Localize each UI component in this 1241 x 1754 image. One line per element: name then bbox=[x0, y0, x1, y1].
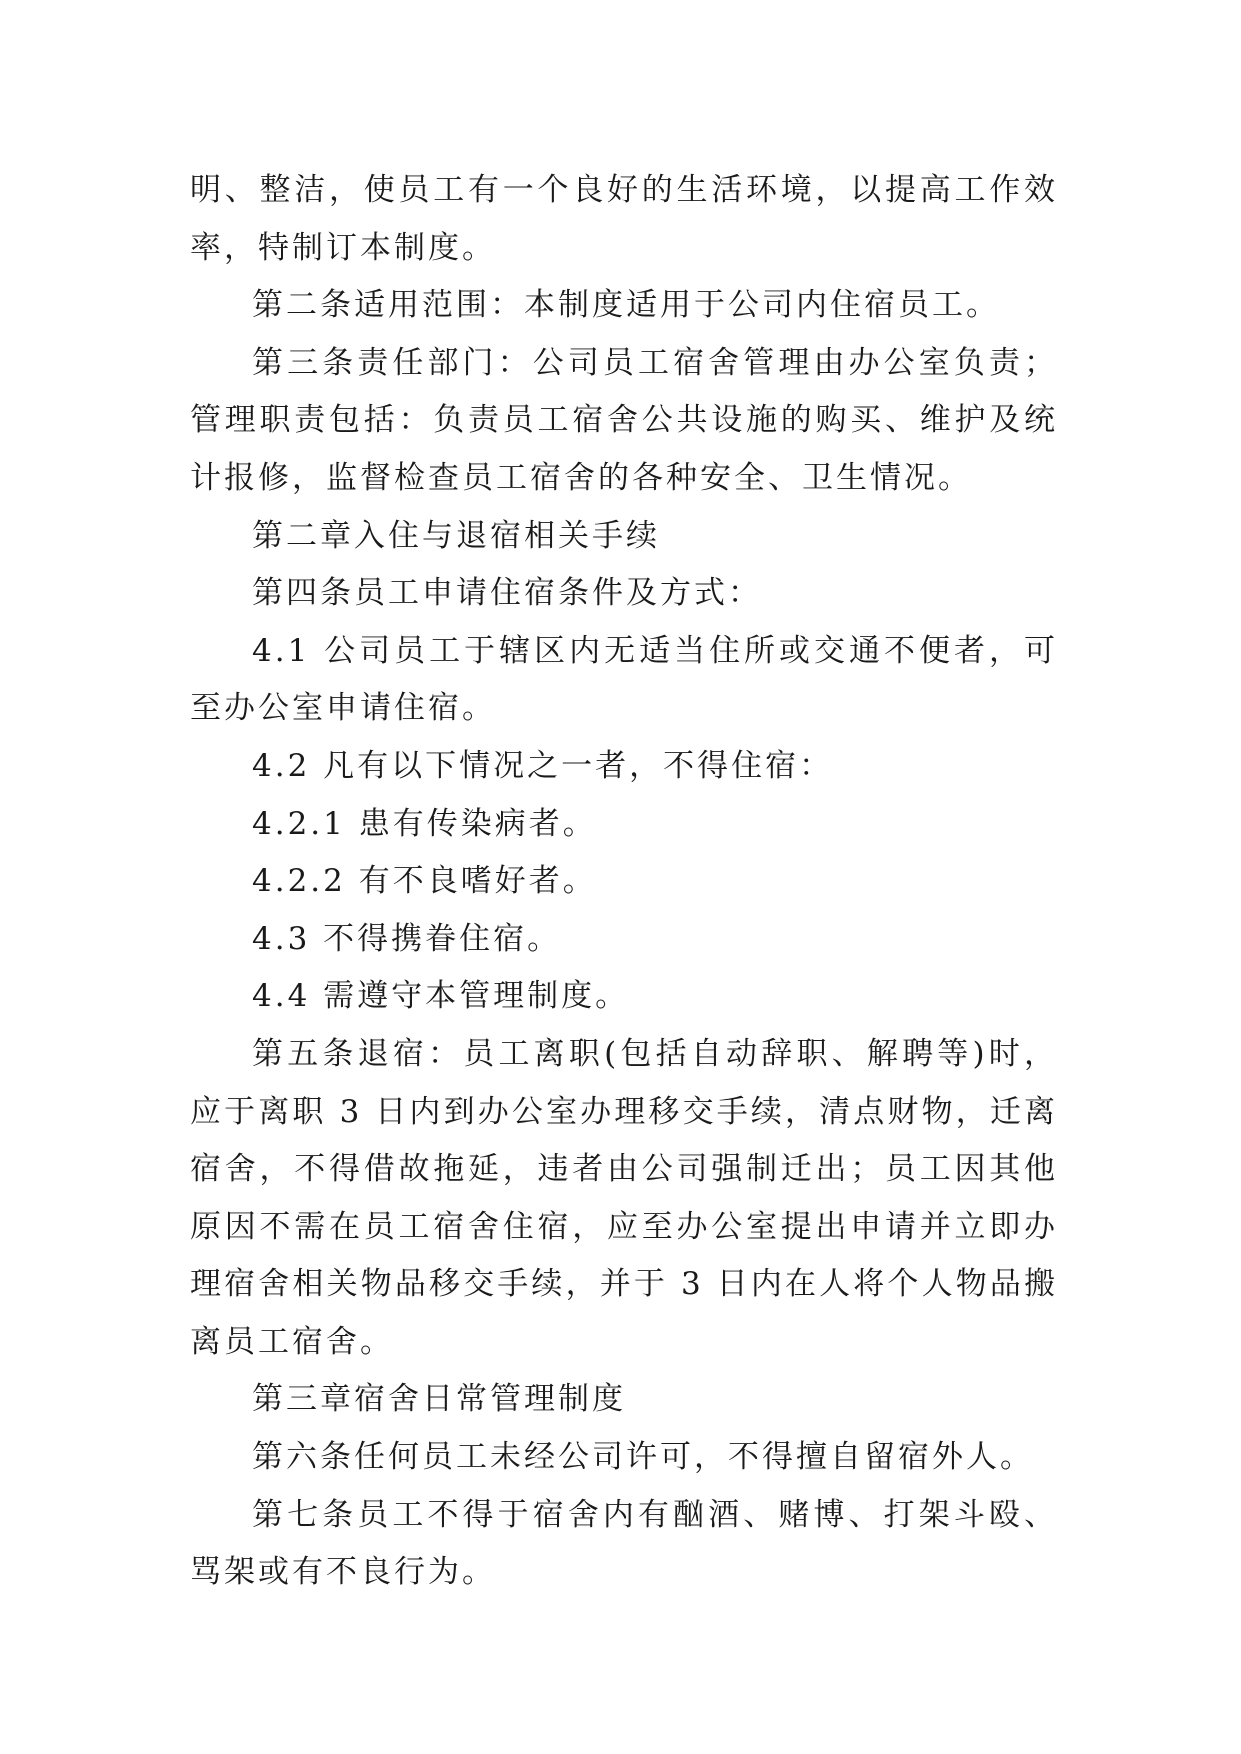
paragraph-item-4-2: 4.2 凡有以下情况之一者，不得住宿： bbox=[252, 747, 834, 784]
paragraph-article-2-scope: 第二条适用范围：本制度适用于公司内住宿员工。 bbox=[252, 287, 1000, 324]
paragraph-intro-continuation: 明、整洁，使员工有一个良好的生活环境，以提高工作效率，特制订本制度。 bbox=[190, 172, 1058, 266]
paragraph-article-5-checkout: 第五条退宿：员工离职(包括自动辞职、解聘等)时，应于离职 3 日内到办公室办理移交手续，清点财物，迁离宿舍，不得借故拖延，违者由公司强制迁出；员工因其他原因不需在员工宿舍住宿，应至办公室提出申请并立即办理宿舍相关物品移交手续，并于 3 日内在人将个人物品搬离员工宿舍。 bbox=[190, 1035, 1058, 1360]
paragraph-article-7-conduct: 第七条员工不得于宿舍内有酗酒、赌博、打架斗殴、骂架或有不良行为。 bbox=[190, 1496, 1058, 1591]
paragraph-article-3-department: 第三条责任部门：公司员工宿舍管理由办公室负责；管理职责包括：负责员工宿舍公共设施的购买、维护及统计报修，监督检查员工宿舍的各种安全、卫生情况。 bbox=[190, 344, 1058, 496]
paragraph-item-4-2-2: 4.2.2 有不良嗜好者。 bbox=[252, 863, 597, 900]
chapter-2-heading: 第二章入住与退宿相关手续 bbox=[252, 517, 660, 554]
document-body bbox=[190, 162, 1058, 1602]
paragraph-article-4-conditions: 第四条员工申请住宿条件及方式： bbox=[252, 575, 762, 612]
chapter-3-heading: 第三章宿舍日常管理制度 bbox=[252, 1381, 626, 1418]
paragraph-item-4-2-1: 4.2.1 患有传染病者。 bbox=[252, 805, 597, 842]
paragraph-item-4-3: 4.3 不得携眷住宿。 bbox=[252, 920, 562, 957]
paragraph-item-4-4: 4.4 需遵守本管理制度。 bbox=[252, 978, 630, 1015]
paragraph-item-4-1: 4.1 公司员工于辖区内无适当住所或交通不便者，可至办公室申请住宿。 bbox=[190, 632, 1058, 727]
paragraph-article-6-guests: 第六条任何员工未经公司许可，不得擅自留宿外人。 bbox=[252, 1439, 1034, 1476]
